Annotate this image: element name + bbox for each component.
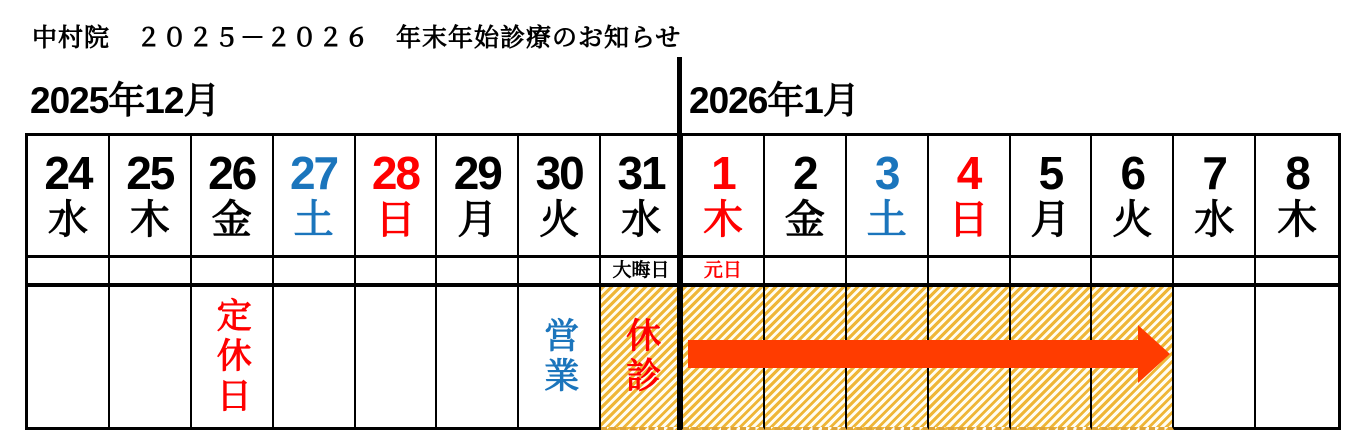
- note-cell: [765, 258, 847, 287]
- date-number: 31: [617, 147, 665, 199]
- weekday-label: 月: [457, 198, 498, 242]
- note-cell-new-years-eve: 大晦日: [601, 258, 683, 287]
- weekday-label: 土: [866, 198, 907, 242]
- weekday-label: 木: [1277, 198, 1318, 242]
- date-cell-dec27: [274, 136, 356, 258]
- schedule-cell-closed-start: [601, 287, 683, 430]
- schedule-cell: [1256, 287, 1338, 430]
- date-cell-jan1: [683, 136, 765, 258]
- weekday-label: 日: [948, 198, 989, 242]
- date-number: 27: [289, 147, 338, 199]
- schedule-cell: [356, 287, 438, 430]
- date-number: 1: [711, 147, 735, 199]
- schedule-cell: [28, 287, 110, 430]
- date-cell-dec28: [356, 136, 438, 258]
- date-cell-dec24: [28, 136, 110, 258]
- note-cell: [28, 258, 110, 287]
- date-cell-jan4: [929, 136, 1011, 258]
- note-cell: [519, 258, 601, 287]
- note-cell: [110, 258, 192, 287]
- date-cell-jan3: [847, 136, 929, 258]
- weekday-label: 水: [47, 198, 88, 242]
- date-number: 24: [44, 147, 92, 199]
- note-cell: [1011, 258, 1093, 287]
- date-cell-dec26: [192, 136, 274, 258]
- schedule-cell: [110, 287, 192, 430]
- date-cell-jan2: [765, 136, 847, 258]
- date-cell-jan7: [1174, 136, 1256, 258]
- schedule-cell: [274, 287, 356, 430]
- page-title: 中村院 ２０２５－２０２６ 年末年始診療のお知らせ: [32, 24, 682, 52]
- date-number: 28: [371, 147, 420, 199]
- date-number: 25: [126, 147, 174, 199]
- weekday-label: 金: [784, 198, 825, 242]
- date-number: 3: [874, 147, 899, 199]
- weekday-label: 土: [293, 198, 334, 242]
- weekday-label: 水: [621, 198, 662, 242]
- date-cell-jan8: [1256, 136, 1338, 258]
- date-number: 30: [535, 147, 583, 199]
- date-number: 2: [793, 147, 817, 199]
- note-cell: [192, 258, 274, 287]
- date-number: 4: [956, 147, 981, 199]
- closed-period-arrow-head-icon: [1138, 325, 1170, 383]
- note-cell: [1092, 258, 1174, 287]
- note-cell-new-years-day: 元日: [683, 258, 765, 287]
- date-cell-dec30: [519, 136, 601, 258]
- weekday-label: 水: [1194, 198, 1235, 242]
- date-cell-dec29: [437, 136, 519, 258]
- date-cell-jan5: [1011, 136, 1093, 258]
- note-cell: [929, 258, 1011, 287]
- date-cell-dec25: [110, 136, 192, 258]
- calendar-table: [25, 133, 1341, 430]
- date-number: 7: [1202, 147, 1226, 199]
- schedule-cell: [1174, 287, 1256, 430]
- weekday-label: 金: [211, 198, 252, 242]
- weekday-label: 月: [1030, 198, 1071, 242]
- date-number: 26: [208, 147, 256, 199]
- date-number: 8: [1285, 147, 1309, 199]
- weekday-label: 木: [129, 198, 170, 242]
- schedule-cell-open: [519, 287, 601, 430]
- note-cell: [847, 258, 929, 287]
- date-number: 6: [1120, 147, 1145, 199]
- note-cell: [274, 258, 356, 287]
- schedule-cell-regular-holiday: [192, 287, 274, 430]
- regular-holiday-label: 定休日: [212, 297, 252, 417]
- note-cell: [1174, 258, 1256, 287]
- month-label-january: 2026年1月: [689, 80, 859, 121]
- closed-label: 休診: [621, 317, 661, 397]
- open-label: 営業: [539, 317, 579, 397]
- weekday-label: 木: [702, 198, 743, 242]
- date-number: 5: [1038, 147, 1063, 199]
- weekday-label: 火: [1112, 198, 1153, 242]
- date-cell-jan6: [1092, 136, 1174, 258]
- weekday-label: 火: [539, 198, 580, 242]
- closed-period-arrow: [688, 340, 1138, 368]
- month-label-december: 2025年12月: [30, 80, 220, 121]
- note-cell: [1256, 258, 1338, 287]
- month-divider-line: [677, 57, 682, 430]
- schedule-cell: [437, 287, 519, 430]
- note-cell: [356, 258, 438, 287]
- date-number: 29: [453, 147, 501, 199]
- weekday-label: 日: [375, 198, 416, 242]
- note-cell: [437, 258, 519, 287]
- date-cell-dec31: [601, 136, 683, 258]
